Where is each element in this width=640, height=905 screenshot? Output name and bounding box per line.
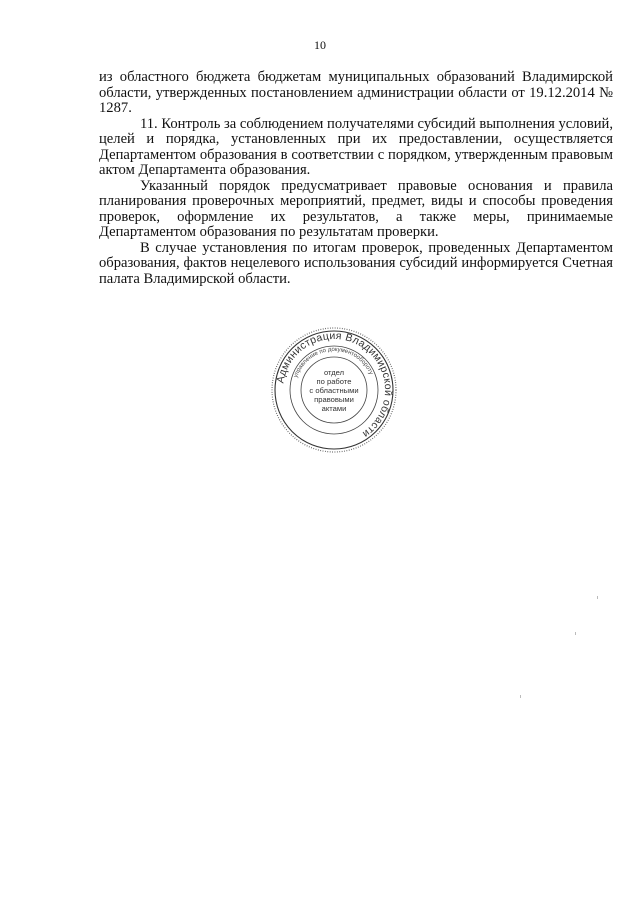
stamp-center-line-4: правовыми — [314, 395, 354, 404]
scan-speck — [597, 596, 598, 599]
official-stamp — [270, 326, 398, 454]
stamp-inner-text: управление по документообороту — [293, 346, 374, 379]
stamp-center-line-3: с областными — [309, 386, 359, 395]
scan-speck — [520, 695, 521, 698]
paragraph-control-clause: 11. Контроль за соблюдением получателями субсидий выполнения условий, целей и порядка, установленных при их предоставлении, осуществляется Департаментом образования в соответствии с порядком, утвержденным правовым актом Департамента образования. — [99, 115, 614, 178]
stamp-seal-graphic — [270, 326, 398, 454]
scan-speck — [575, 632, 576, 635]
stamp-center-line-2: по работе — [316, 377, 352, 386]
stamp-outer-text: Администрация Владимирской области — [274, 329, 395, 441]
body-text — [99, 70, 613, 287]
paragraph-procedure: Указанный порядок предусматривает правовые основания и правила планирования проверочных мероприятий, предмет, виды и способы проведения проверок, оформление их результатов, а также меры, принимаемые Департаментом образования по результатам проверки. — [99, 177, 613, 240]
stamp-center-line-5: актами — [321, 404, 347, 413]
paragraph-continuation: из областного бюджета бюджетам муниципальных образований Владимирской области, утвержденных постановлением администрации области от 19.12.2014 № 1287. — [99, 69, 613, 116]
stamp-center-line-1: отдел — [323, 368, 345, 377]
paragraph-audit-chamber: В случае установления по итогам проверок, проведенных Департаментом образования, фактов нецелевого использования субсидий информируется Счетная палата Владимирской области. — [99, 239, 613, 287]
page-number: 10 — [314, 38, 326, 52]
